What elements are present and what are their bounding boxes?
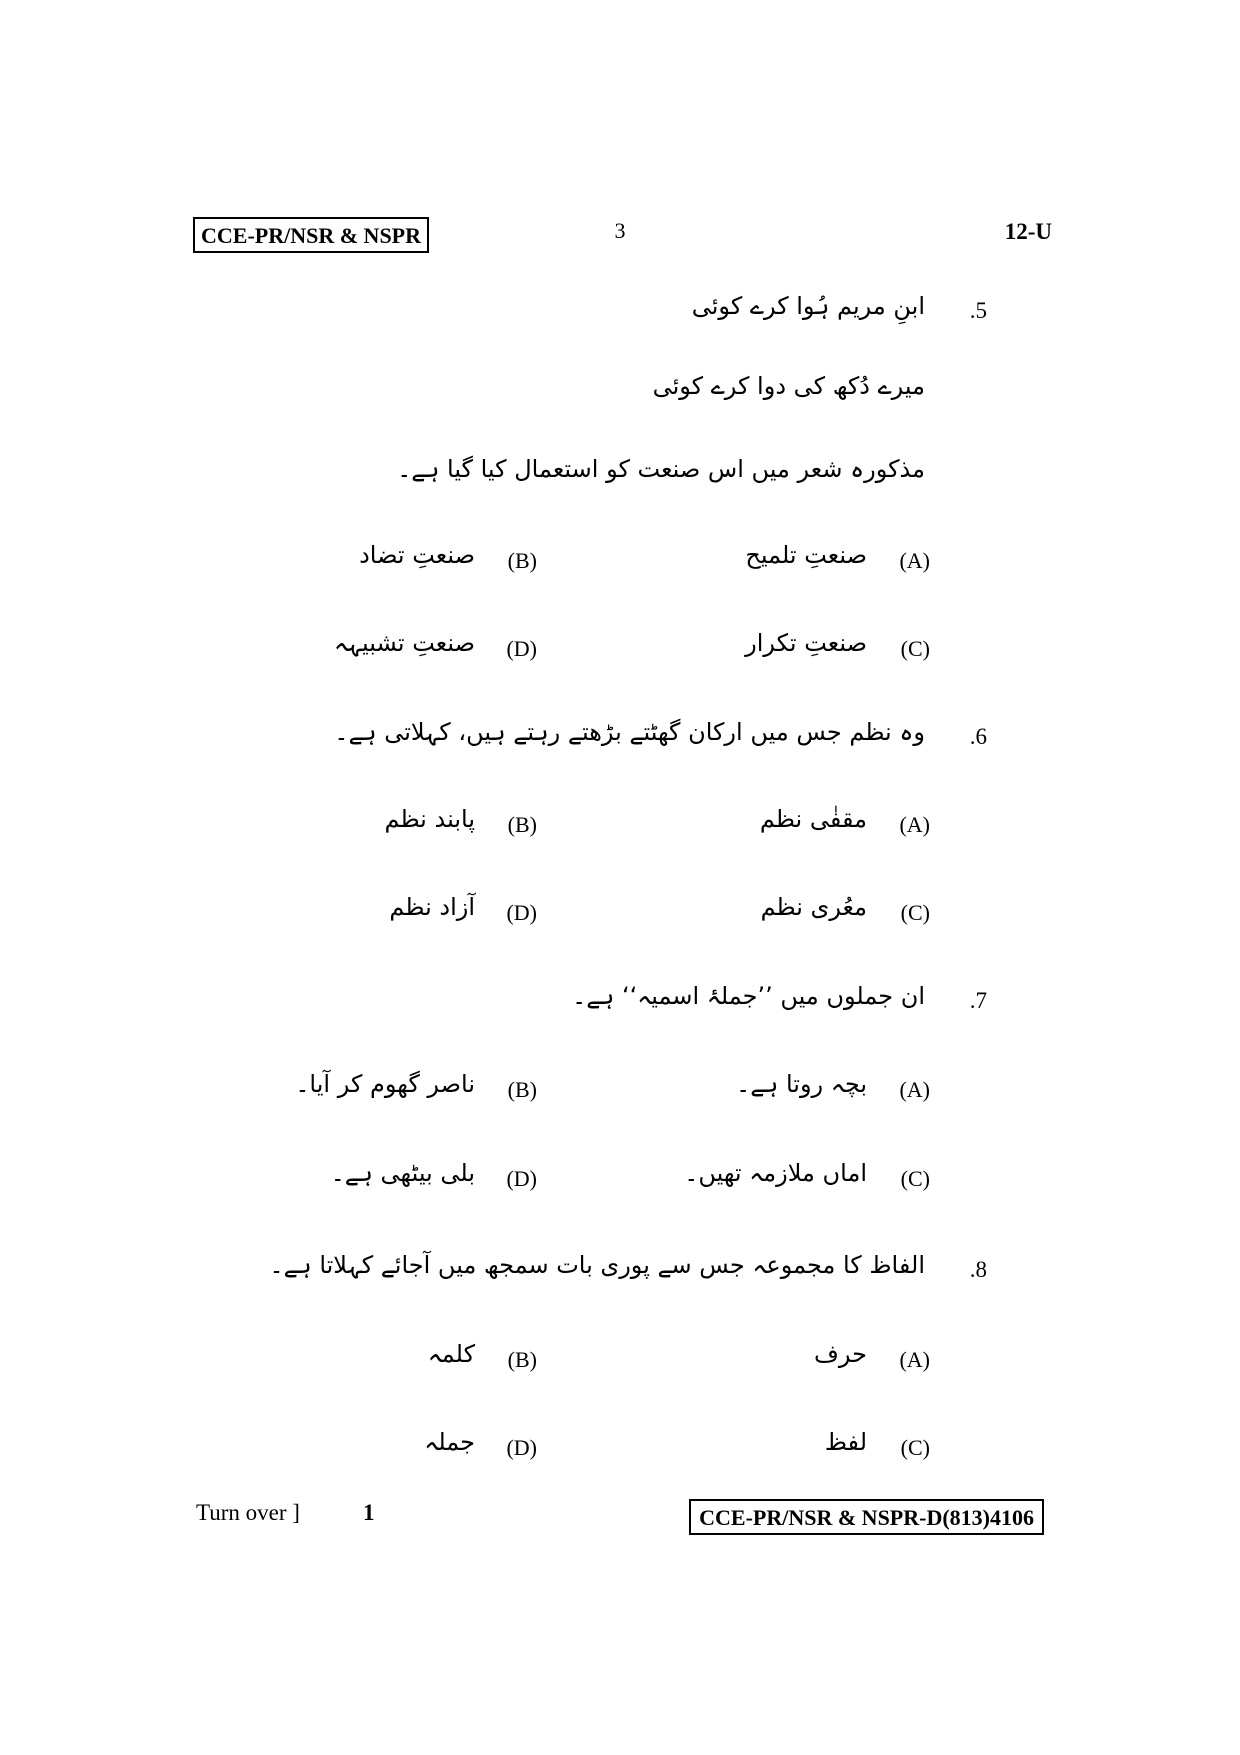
question-5-line-3: مذکورہ شعر میں اس صنعت کو استعمال کیا گیا ہے۔ [397,455,925,483]
question-8-number: .8 [969,1257,987,1282]
question-5-line-1: ابنِ مریم ہُوا کرے کوئی [691,292,925,320]
question-6-number: .6 [969,724,987,749]
question-7-number: .7 [969,988,987,1013]
question-8-option-b-text: کلمہ [427,1340,475,1368]
question-5-number: .5 [969,298,987,323]
question-8-option-b-label: (B) [507,1347,537,1372]
question-7-option-a-text: بچہ روتا ہے۔ [736,1070,867,1098]
question-5-option-b-label: (B) [507,548,537,573]
question-7-option-d-text: بلی بیٹھی ہے۔ [330,1159,475,1187]
question-8-option-a-label: (A) [899,1347,930,1372]
turn-over-note: Turn over ] [196,1500,300,1525]
question-7-option-d-label: (D) [506,1166,537,1191]
question-8-text: الفاظ کا مجموعہ جس سے پوری بات سمجھ میں آجائے کہلاتا ہے۔ [269,1251,925,1279]
question-5-option-d-label: (D) [506,636,537,661]
question-5-option-a-label: (A) [899,548,930,573]
question-6-option-a-text: مقفٰی نظم [759,805,867,833]
question-6-option-a-label: (A) [899,812,930,837]
question-6-option-c-text: معُری نظم [760,893,867,921]
question-5-option-b-text: صنعتِ تضاد [359,541,475,569]
footer-page-index: 1 [363,1500,375,1525]
question-7-option-c-label: (C) [900,1166,930,1191]
question-5-option-c-label: (C) [900,636,930,661]
question-8-option-c-label: (C) [900,1435,930,1460]
question-7-text: ان جملوں میں ’’جملۂ اسمیہ‘‘ ہے۔ [572,982,925,1010]
question-7-option-a-label: (A) [899,1077,930,1102]
question-6-option-b-label: (B) [507,812,537,837]
question-5-option-a-text: صنعتِ تلمیح [745,541,867,569]
paper-code: 12-U [1004,219,1052,244]
question-8-option-c-text: لفظ [824,1428,867,1456]
question-8-option-d-label: (D) [506,1435,537,1460]
question-6-text: وہ نظم جس میں ارکان گھٹتے بڑھتے رہتے ہیں، کہلاتی ہے۔ [334,718,925,746]
exam-code-box: CCE-PR/NSR & NSPR [193,217,429,253]
footer-code-box: CCE-PR/NSR & NSPR-D(813)4106 [689,1499,1044,1535]
question-7-option-b-label: (B) [507,1077,537,1102]
question-5-option-d-text: صنعتِ تشبیہہ [333,629,475,657]
question-6-option-d-label: (D) [506,900,537,925]
question-6-option-d-text: آزاد نظم [389,893,475,921]
page-number: 3 [614,218,626,243]
question-5-line-2: میرے دُکھ کی دوا کرے کوئی [652,372,925,400]
question-6-option-c-label: (C) [900,900,930,925]
question-8-option-d-text: جملہ [424,1428,475,1456]
question-7-option-c-text: اماں ملازمہ تھیں۔ [684,1159,867,1187]
question-7-option-b-text: ناصر گھوم کر آیا۔ [295,1070,475,1098]
question-5-option-c-text: صنعتِ تکرار [745,629,867,657]
question-8-option-a-text: حرف [814,1340,867,1368]
question-6-option-b-text: پابند نظم [384,805,475,833]
